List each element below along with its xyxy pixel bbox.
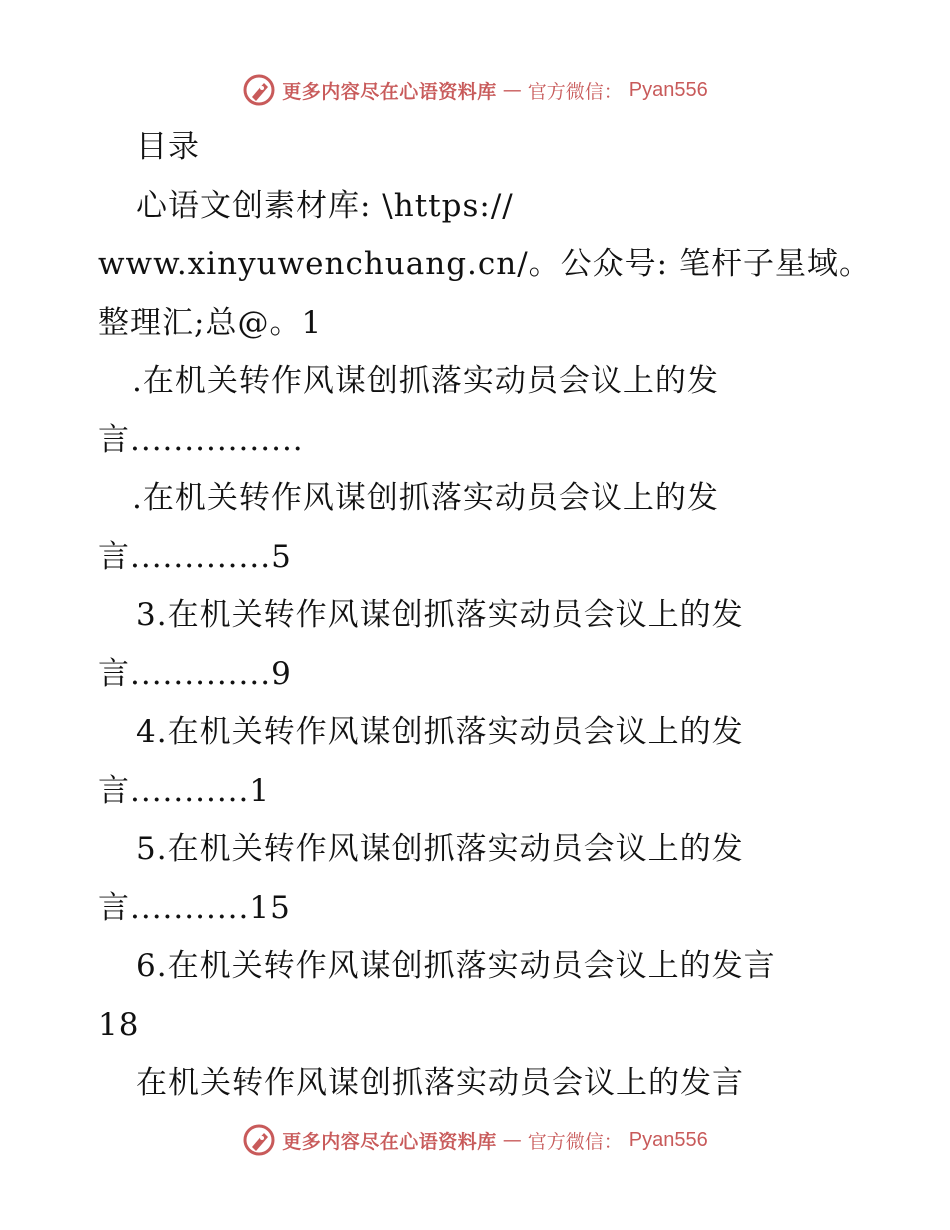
pen-nib-icon — [242, 1123, 276, 1157]
intro-line-3: 整理汇;总@。1 — [98, 304, 323, 341]
pen-nib-icon — [242, 73, 276, 107]
banner-suffix: 官方微信： — [527, 80, 623, 103]
toc-heading: 目录 — [136, 129, 200, 165]
banner-text: 更多内容尽在心语资料库 — [282, 1130, 497, 1153]
toc-entry-6-page[interactable]: 18 — [98, 1006, 140, 1043]
toc-entry-4-page[interactable]: 言...........1 — [98, 772, 271, 809]
toc-entry-2-page[interactable]: 言.............5 — [98, 538, 292, 575]
toc-entry-1[interactable]: .在机关转作风谋创抓落实动员会议上的发 — [132, 363, 719, 399]
intro-line-2: www.xinyuwenchuang.cn/。公众号: 笔杆子星域。 — [98, 246, 871, 282]
footer-banner — [0, 1120, 950, 1160]
toc-entry-3[interactable]: 3.在机关转作风谋创抓落实动员会议上的发 — [136, 597, 744, 633]
toc-entry-5[interactable]: 5.在机关转作风谋创抓落实动员会议上的发 — [136, 831, 744, 867]
banner-wechat-id: Pyan556 — [628, 78, 708, 101]
toc-entry-5-page[interactable]: 言...........15 — [98, 889, 291, 926]
document-body — [98, 118, 871, 1113]
toc-entry-2[interactable]: .在机关转作风谋创抓落实动员会议上的发 — [132, 480, 719, 516]
banner-suffix: 官方微信： — [527, 1130, 623, 1153]
body-title: 在机关转作风谋创抓落实动员会议上的发言 — [136, 1065, 744, 1101]
toc-entry-3-page[interactable]: 言.............9 — [98, 655, 292, 692]
header-banner — [0, 70, 950, 110]
banner-separator: — — [502, 79, 522, 101]
banner-separator: — — [502, 1129, 522, 1151]
banner-wechat-id: Pyan556 — [628, 1128, 708, 1151]
toc-entry-4[interactable]: 4.在机关转作风谋创抓落实动员会议上的发 — [136, 714, 744, 750]
intro-line-1: 心语文创素材库: \https:// — [136, 187, 514, 224]
toc-entry-1-page[interactable]: 言................ — [98, 421, 304, 458]
banner-text: 更多内容尽在心语资料库 — [282, 80, 497, 103]
toc-entry-6[interactable]: 6.在机关转作风谋创抓落实动员会议上的发言 — [136, 948, 776, 984]
